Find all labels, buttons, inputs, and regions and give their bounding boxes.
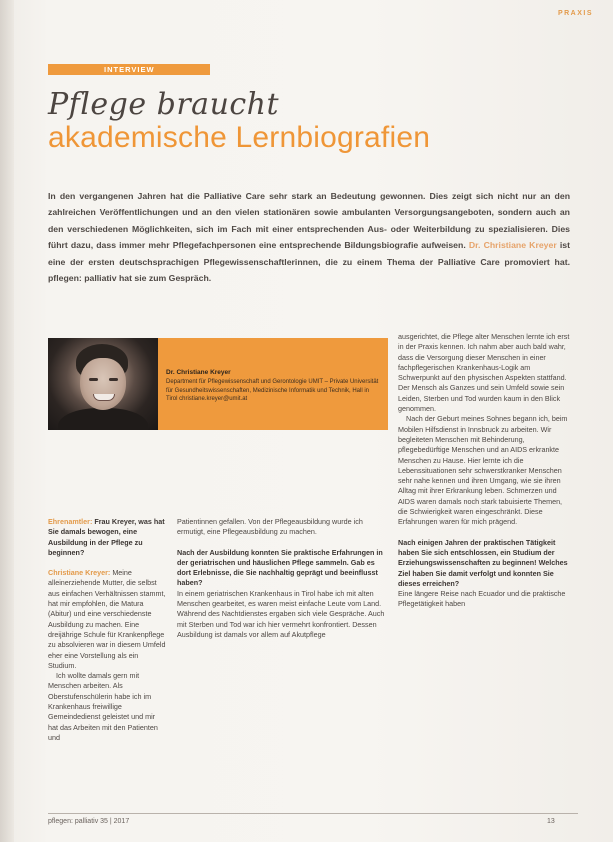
page-edge	[0, 0, 14, 842]
rubric-label: INTERVIEW	[104, 65, 155, 74]
answer-label: Christiane Kreyer:	[48, 568, 111, 578]
title-line-1: Pflege braucht	[48, 87, 280, 122]
footer-publication: pflegen: palliativ 35 | 2017	[48, 818, 130, 825]
section-label: PRAXIS	[557, 10, 593, 17]
question: Nach der Ausbildung konnten Sie praktische Erfahrungen in der geriatrischen und häuslichen Pflege sammeln. Gab es dort Erlebnisse, die Sie nachhaltig geprägt und beeinflusst haben?	[177, 547, 383, 588]
portrait-photo	[48, 338, 158, 430]
paragraph: Patientinnen gefallen. Von der Pflegeausbildung wurde ich ermutigt, eine Pflegeausbildung zu machen.	[177, 517, 363, 537]
question-text: Frau Kreyer, was hat Sie damals bewogen, eine Ausbildung in der Pflege zu beginnen?	[48, 517, 165, 557]
rubric-bar	[48, 64, 210, 75]
question-label: Ehrenamtler:	[48, 517, 93, 526]
intro-text: In den vergangenen Jahren hat die Palliative Care sehr stark an Bedeutung gewonnen. Dies zeigt sich nicht nur an den zahlreichen Veröffentlichungen und an den vielen stationären sowie ambulanten Versorgungsangeboten, sondern auch an den verschiedenen Möglichkeiten, sich im Fach mit einer entsprechenden Aus- oder Weiterbildung zu spezialisieren. Dies führt dazu, dass immer mehr Pflegefachpersonen eine entsprechende Bildungsbiografie aufweisen.	[48, 191, 570, 251]
answer-text: Meine alleinerziehende Mutter, die selbst aus einfachen Verhältnissen stammt, hat mir empfohlen, die Matura (Abitur) und eine verschiedenste Ausbildung zu machen. Eine dreijährige Schule für Krankenpflege zu absolvieren war in diesem Umfeld eher eine Vorstellung als ein Studium.	[48, 568, 166, 670]
intro-paragraph	[48, 188, 570, 286]
bio-text: Department für Pflegewissenschaft und Gerontologie UMIT – Private Universität für Gesundheitswissenschaften, Medizinische Informatik und Technik, Hall in Tirol christiane.kreyer@umit.at	[166, 379, 379, 403]
intro-text-end: ist eine der ersten deutschsprachigen Pflegewissenschaftlerinnen, die zu einem Thema der Palliative Care promoviert hat. pflegen: palliativ hat sie zum Gespräch.	[48, 240, 570, 284]
paragraph: Ich wollte damals gern mit Menschen arbeiten. Als Oberstufenschülerin habe ich im Krankenhaus freiwillige Gemeindedienst geleistet und mir hat das Arbeiten mit den Patienten und	[48, 671, 158, 742]
paragraph: Nach der Geburt meines Sohnes begann ich, beim Mobilen Hilfsdienst in Innsbruck zu arbeiten. Wir begleiteten Menschen mit Behinderung, pflegebedürftige Menschen und an AIDS erkrankte Menschen zu Hause. Hier lernte ich die Lebenssituationen sehr schwerstkranker Menschen sehr nahe kennen und ihren Umgang, wie sie ihren Alltag mit ihrer Erkrankung leben. Schmerzen und AIDS waren damals noch stark tabuisierte Themen, die Schwierigkeit waren eingeschränkt. Diese Erfahrungen waren für mich prägend.	[398, 414, 568, 527]
paragraph: In einem geriatrischen Krankenhaus in Tirol habe ich mit alten Menschen gearbeitet, es waren meist einfache Leute vom Land. Während des Nachtdienstes ergaben sich viele Gespräche. Auch mit Sterben und Tod war ich hier vermehrt konfrontiert. Dessen Ausbildung ist damals vor allem auf Akutpflege	[177, 588, 385, 639]
question: Nach einigen Jahren der praktischen Tätigkeit haben Sie sich entschlossen, ein Studium der Erziehungswissenschaften zu beginnen! Welches Ziel haben Sie damit verfolgt und konnten Sie dieses erreichen?	[398, 537, 568, 588]
text-column-2	[177, 517, 387, 640]
text-column-1	[48, 517, 166, 743]
text-column-3	[398, 332, 573, 610]
paragraph: Eine längere Reise nach Ecuador und die praktische Pflegetätigkeit haben	[398, 589, 566, 609]
bio-box	[158, 338, 388, 430]
paragraph: ausgerichtet, die Pflege alter Menschen lernte ich erst in der Praxis kennen. Ich nahm aber auch bald wahr, dass die Versorgung dieser Menschen in einer fachpflegerischen Krankenhaus-Logik am Schwerpunkt auf den physischen Aspekten stattfand. Der Mensch als Ganzes und sein Umfeld sowie sein Leiden, Sterben und Tod wurden kaum in den Blick genommen.	[398, 332, 570, 414]
bio-name: Dr. Christiane Kreyer	[166, 369, 231, 376]
footer-rule	[48, 813, 578, 814]
page-number: 13	[547, 818, 555, 825]
title-line-2: akademische Lernbiografien	[48, 121, 431, 154]
intro-highlight-name: Dr. Christiane Kreyer	[468, 240, 557, 251]
